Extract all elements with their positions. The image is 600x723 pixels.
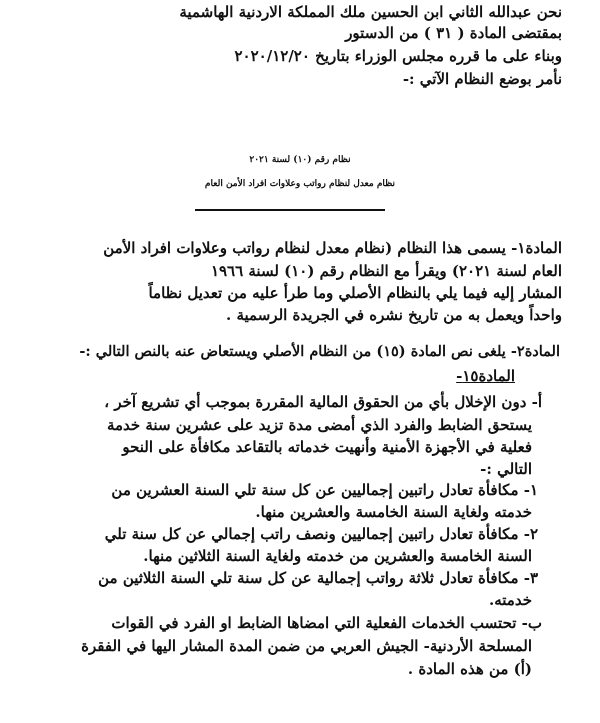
clause-a-line-1: أ- دون الإخلال بأي من الحقوق المالية المقررة بموجب أي تشريع آخر ،: [104, 393, 542, 411]
article-15-label: المادة١٥-: [456, 367, 515, 385]
preamble-line-3: وبناء على ما قرره مجلس الوزراء بتاريخ ٢٠٢٠/١٢/٢٠: [234, 47, 562, 65]
preamble-line-4: نأمر بوضع النظام الآتي :-: [402, 70, 562, 88]
clause-a-line-3: فعلية في الأجهزة الأمنية وأنهيت خدماته بالتقاعد مكافأة على النحو: [122, 438, 532, 456]
clause-a-line-2: يستحق الضابط والفرد الذي أمضى مدة تزيد على عشرين سنة خدمة: [106, 416, 532, 434]
clause-b-line-3: (أ) من هذه المادة .: [407, 660, 532, 678]
regulation-title: نظام معدل لنظام رواتب وعلاوات افراد الأمن العام: [204, 179, 396, 189]
article-1-line-2: العام لسنة ٢٠٢١) ويقرأ مع النظام رقم (١٠) لسنة ١٩٦٦: [210, 262, 562, 280]
clause-b-line-2: المسلحة الأردنية- الجيش العربي من ضمن المدة المشار اليها في الفقرة: [81, 637, 532, 655]
article-1-line-1: المادة١- يسمى هذا النظام (نظام معدل لنظام رواتب وعلاوات افراد الأمن: [103, 239, 562, 257]
regulation-number: نظام رقم (١٠) لسنة ٢٠٢١: [249, 155, 351, 165]
item-3-line-1: ٣- مكافأة تعادل ثلاثة رواتب إجمالية عن كل سنة تلي السنة الثلاثين من: [98, 569, 538, 587]
clause-b-line-1: ب- تحتسب الخدمات الفعلية التي امضاها الضابط او الفرد في القوات: [111, 614, 542, 632]
article-2-line-1: المادة٢- يلغى نص المادة (١٥) من النظام الأصلي ويستعاض عنه بالنص التالي :-: [79, 343, 560, 360]
item-2-line-1: ٢- مكافأة تعادل راتبين إجماليين ونصف راتب إجمالي عن كل سنة تلي: [104, 525, 538, 543]
preamble-line-2: بمقتضى المادة ( ٣١ ) من الدستور: [345, 24, 562, 42]
item-1-line-2: خدمته ولغاية السنة الخامسة والعشرين منها.: [255, 503, 532, 521]
item-3-line-2: خدمته.: [489, 591, 532, 609]
item-2-line-2: السنة الخامسة والعشرين من خدمته ولغاية السنة الثلاثين منها.: [143, 547, 532, 565]
title-divider: [195, 209, 385, 211]
item-1-line-1: ١- مكافأة تعادل راتبين إجماليين عن كل سنة تلي السنة العشرين من: [111, 481, 538, 499]
article-1-line-4: واحداً ويعمل به من تاريخ نشره في الجريدة الرسمية .: [226, 306, 562, 324]
preamble-line-1: نحن عبدالله الثاني ابن الحسين ملك المملكة الاردنية الهاشمية: [179, 3, 562, 21]
clause-a-line-4: التالي :-: [480, 460, 532, 478]
article-1-line-3: المشار إليه فيما يلي بالنظام الأصلي وما طرأ عليه من تعديل نظاماً: [148, 284, 562, 302]
